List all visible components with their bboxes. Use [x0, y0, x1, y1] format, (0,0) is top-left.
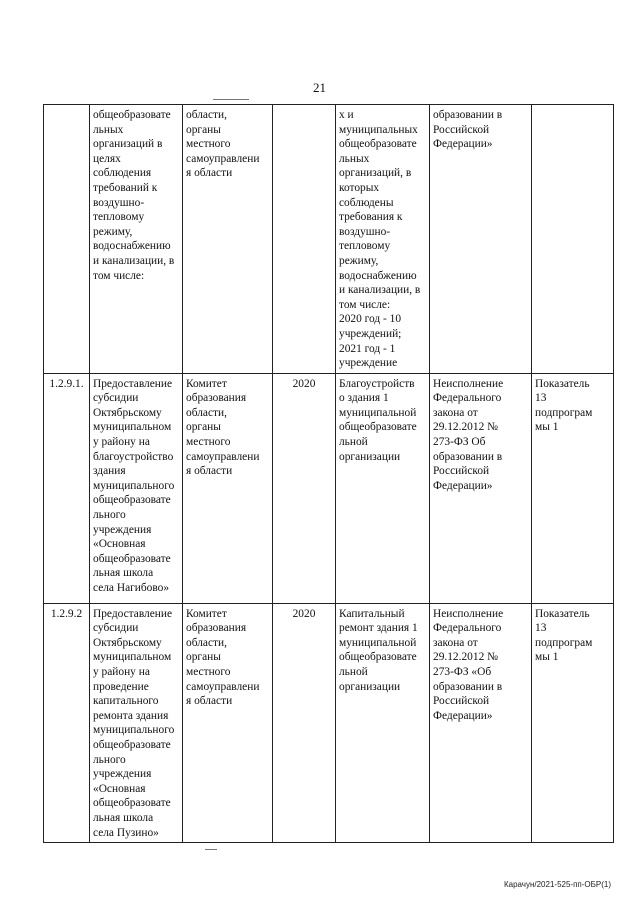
- executor-cell: Комитет образования области, органы местного самоуправлени я области: [183, 373, 273, 603]
- indicator-cell: Показатель 13 подпрограм мы 1: [532, 373, 614, 603]
- executor-cell: Комитет образования области, органы местного самоуправлени я области: [183, 603, 273, 843]
- scan-artifact: [205, 849, 217, 850]
- consequence-cell: Неисполнение Федерального закона от 29.12.2012 № 273-ФЗ «Об образовании в Российской Федерации»: [430, 603, 532, 843]
- document-stamp: Карачун/2021-525-пп-ОБР(1): [503, 880, 611, 889]
- event-cell: Предоставление субсидии Октябрьскому муниципальном у району на проведение капитального ремонта здания муниципального общеобразовате льного учреждения «Основная общеобразовате льная школа села Пузино»: [90, 603, 183, 843]
- page-number: 21: [313, 80, 326, 95]
- indicator-cell: [532, 105, 614, 374]
- row-number-cell: 1.2.9.2: [44, 603, 90, 843]
- result-cell: Капитальный ремонт здания 1 муниципальной общеобразовате льной организации: [336, 603, 430, 843]
- indicator-cell: Показатель 13 подпрограм мы 1: [532, 603, 614, 843]
- event-cell: общеобразовате льных организаций в целях соблюдения требований к воздушно- тепловому режиму, водоснабжению и канализации, в том числе:: [90, 105, 183, 374]
- result-cell: х и муниципальных общеобразовате льных организаций, в которых соблюдены требования к воздушно- тепловому режиму, водоснабжению и канализации, в том числе: 2020 год - 10 учреждений; 2021 год - 1 учреждение: [336, 105, 430, 374]
- executor-cell: области, органы местного самоуправлени я области: [183, 105, 273, 374]
- year-cell: [273, 105, 336, 374]
- row-number-cell: 1.2.9.1.: [44, 373, 90, 603]
- year-cell: 2020: [273, 603, 336, 843]
- consequence-cell: образовании в Российской Федерации»: [430, 105, 532, 374]
- table-row: [44, 105, 614, 374]
- scan-artifact: [213, 99, 249, 100]
- year-cell: 2020: [273, 373, 336, 603]
- table-row: [44, 603, 614, 843]
- result-cell: Благоустройств о здания 1 муниципальной общеобразовате льной организации: [336, 373, 430, 603]
- row-number-cell: [44, 105, 90, 374]
- program-measures-table: [43, 104, 614, 843]
- table-row: [44, 373, 614, 603]
- consequence-cell: Неисполнение Федерального закона от 29.12.2012 № 273-ФЗ Об образовании в Российской Федерации»: [430, 373, 532, 603]
- event-cell: Предоставление субсидии Октябрьскому муниципальном у району на благоустройство здания муниципального общеобразовате льного учреждения «Основная общеобразовате льная школа села Нагибово»: [90, 373, 183, 603]
